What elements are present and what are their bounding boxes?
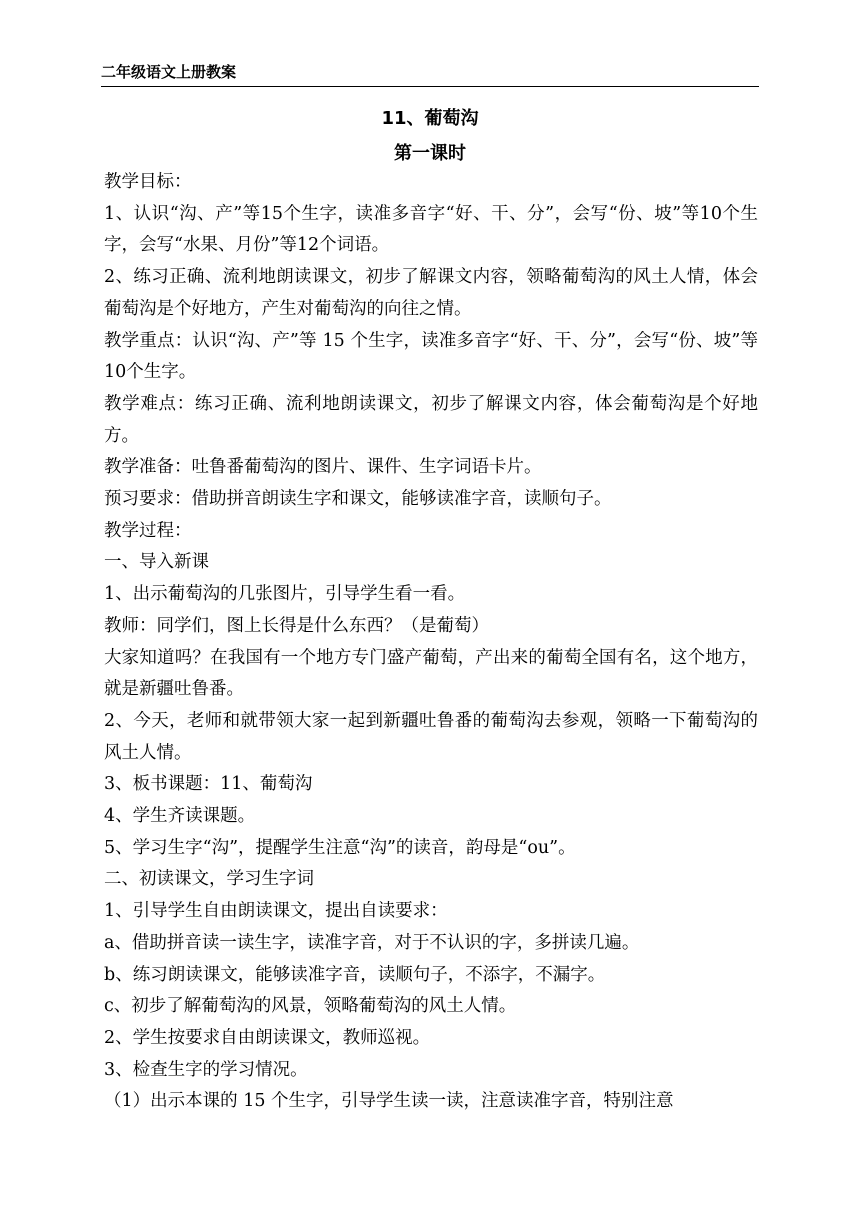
body-line: 2、今天，老师和就带领大家一起到新疆吐鲁番的葡萄沟去参观，领略一下葡萄沟的风土人情。	[104, 710, 758, 763]
lesson-body	[104, 167, 758, 1118]
body-line: 大家知道吗？在我国有一个地方专门盛产葡萄，产出来的葡萄全国有名，这个地方，就是新疆吐鲁番。	[104, 647, 758, 700]
body-line: 教学过程：	[104, 520, 192, 541]
body-line: 5、学习生字“沟”，提醒学生注意“沟”的读音，韵母是“ou”。	[104, 837, 576, 858]
page-header: 二年级语文上册教案	[101, 58, 759, 87]
body-line: 1、认识“沟、产”等15个生字，读准多音字“好、干、分”，会写“份、坡”等10个生字，会写“水果、月份”等12个词语。	[104, 203, 758, 256]
body-line: 2、学生按要求自由朗读课文，教师巡视。	[104, 1027, 431, 1048]
body-line: 教学目标：	[104, 172, 192, 192]
body-line: 教学难点：练习正确、流利地朗读课文，初步了解课文内容，体会葡萄沟是个好地方。	[104, 393, 758, 446]
body-line: c、初步了解葡萄沟的风景，领略葡萄沟的风土人情。	[104, 996, 517, 1017]
body-line: 3、板书课题：11、葡萄沟	[104, 774, 313, 795]
body-line: b、练习朗读课文，能够读准字音，读顺句子，不添字，不漏字。	[104, 964, 606, 985]
body-line: 1、引导学生自由朗读课文，提出自读要求：	[104, 901, 448, 922]
body-line: 2、练习正确、流利地朗读课文，初步了解课文内容，领略葡萄沟的风土人情，体会葡萄沟是个好地方，产生对葡萄沟的向往之情。	[104, 267, 758, 319]
body-line: 3、检查生字的学习情况。	[104, 1059, 308, 1080]
body-line: 预习要求：借助拼音朗读生字和课文，能够读准字音，读顺句子。	[104, 489, 612, 510]
body-line: 一、导入新课	[104, 552, 209, 573]
body-line: 4、学生齐读课题。	[104, 806, 256, 827]
body-line: 二、初读课文，学习生字词	[104, 869, 314, 890]
body-line: 教学重点：认识“沟、产”等 15 个生字，读准多音字“好、干、分”，会写“份、坡”等10个生字。	[104, 330, 758, 383]
body-line: 教师：同学们，图上长得是什么东西？（是葡萄）	[104, 615, 489, 636]
lesson-subtitle: 第一课时	[394, 143, 466, 164]
body-line: 1、出示葡萄沟的几张图片，引导学生看一看。	[104, 584, 466, 605]
lesson-title: 11、葡萄沟	[381, 108, 479, 129]
body-line: a、借助拼音读一读生字，读准字音，对于不认识的字，多拼读几遍。	[104, 932, 640, 953]
body-line: 教学准备：吐鲁番葡萄沟的图片、课件、生字词语卡片。	[104, 457, 542, 478]
body-line: （1）出示本课的 15 个生字，引导学生读一读，注意读准字音，特别注意	[104, 1091, 674, 1112]
